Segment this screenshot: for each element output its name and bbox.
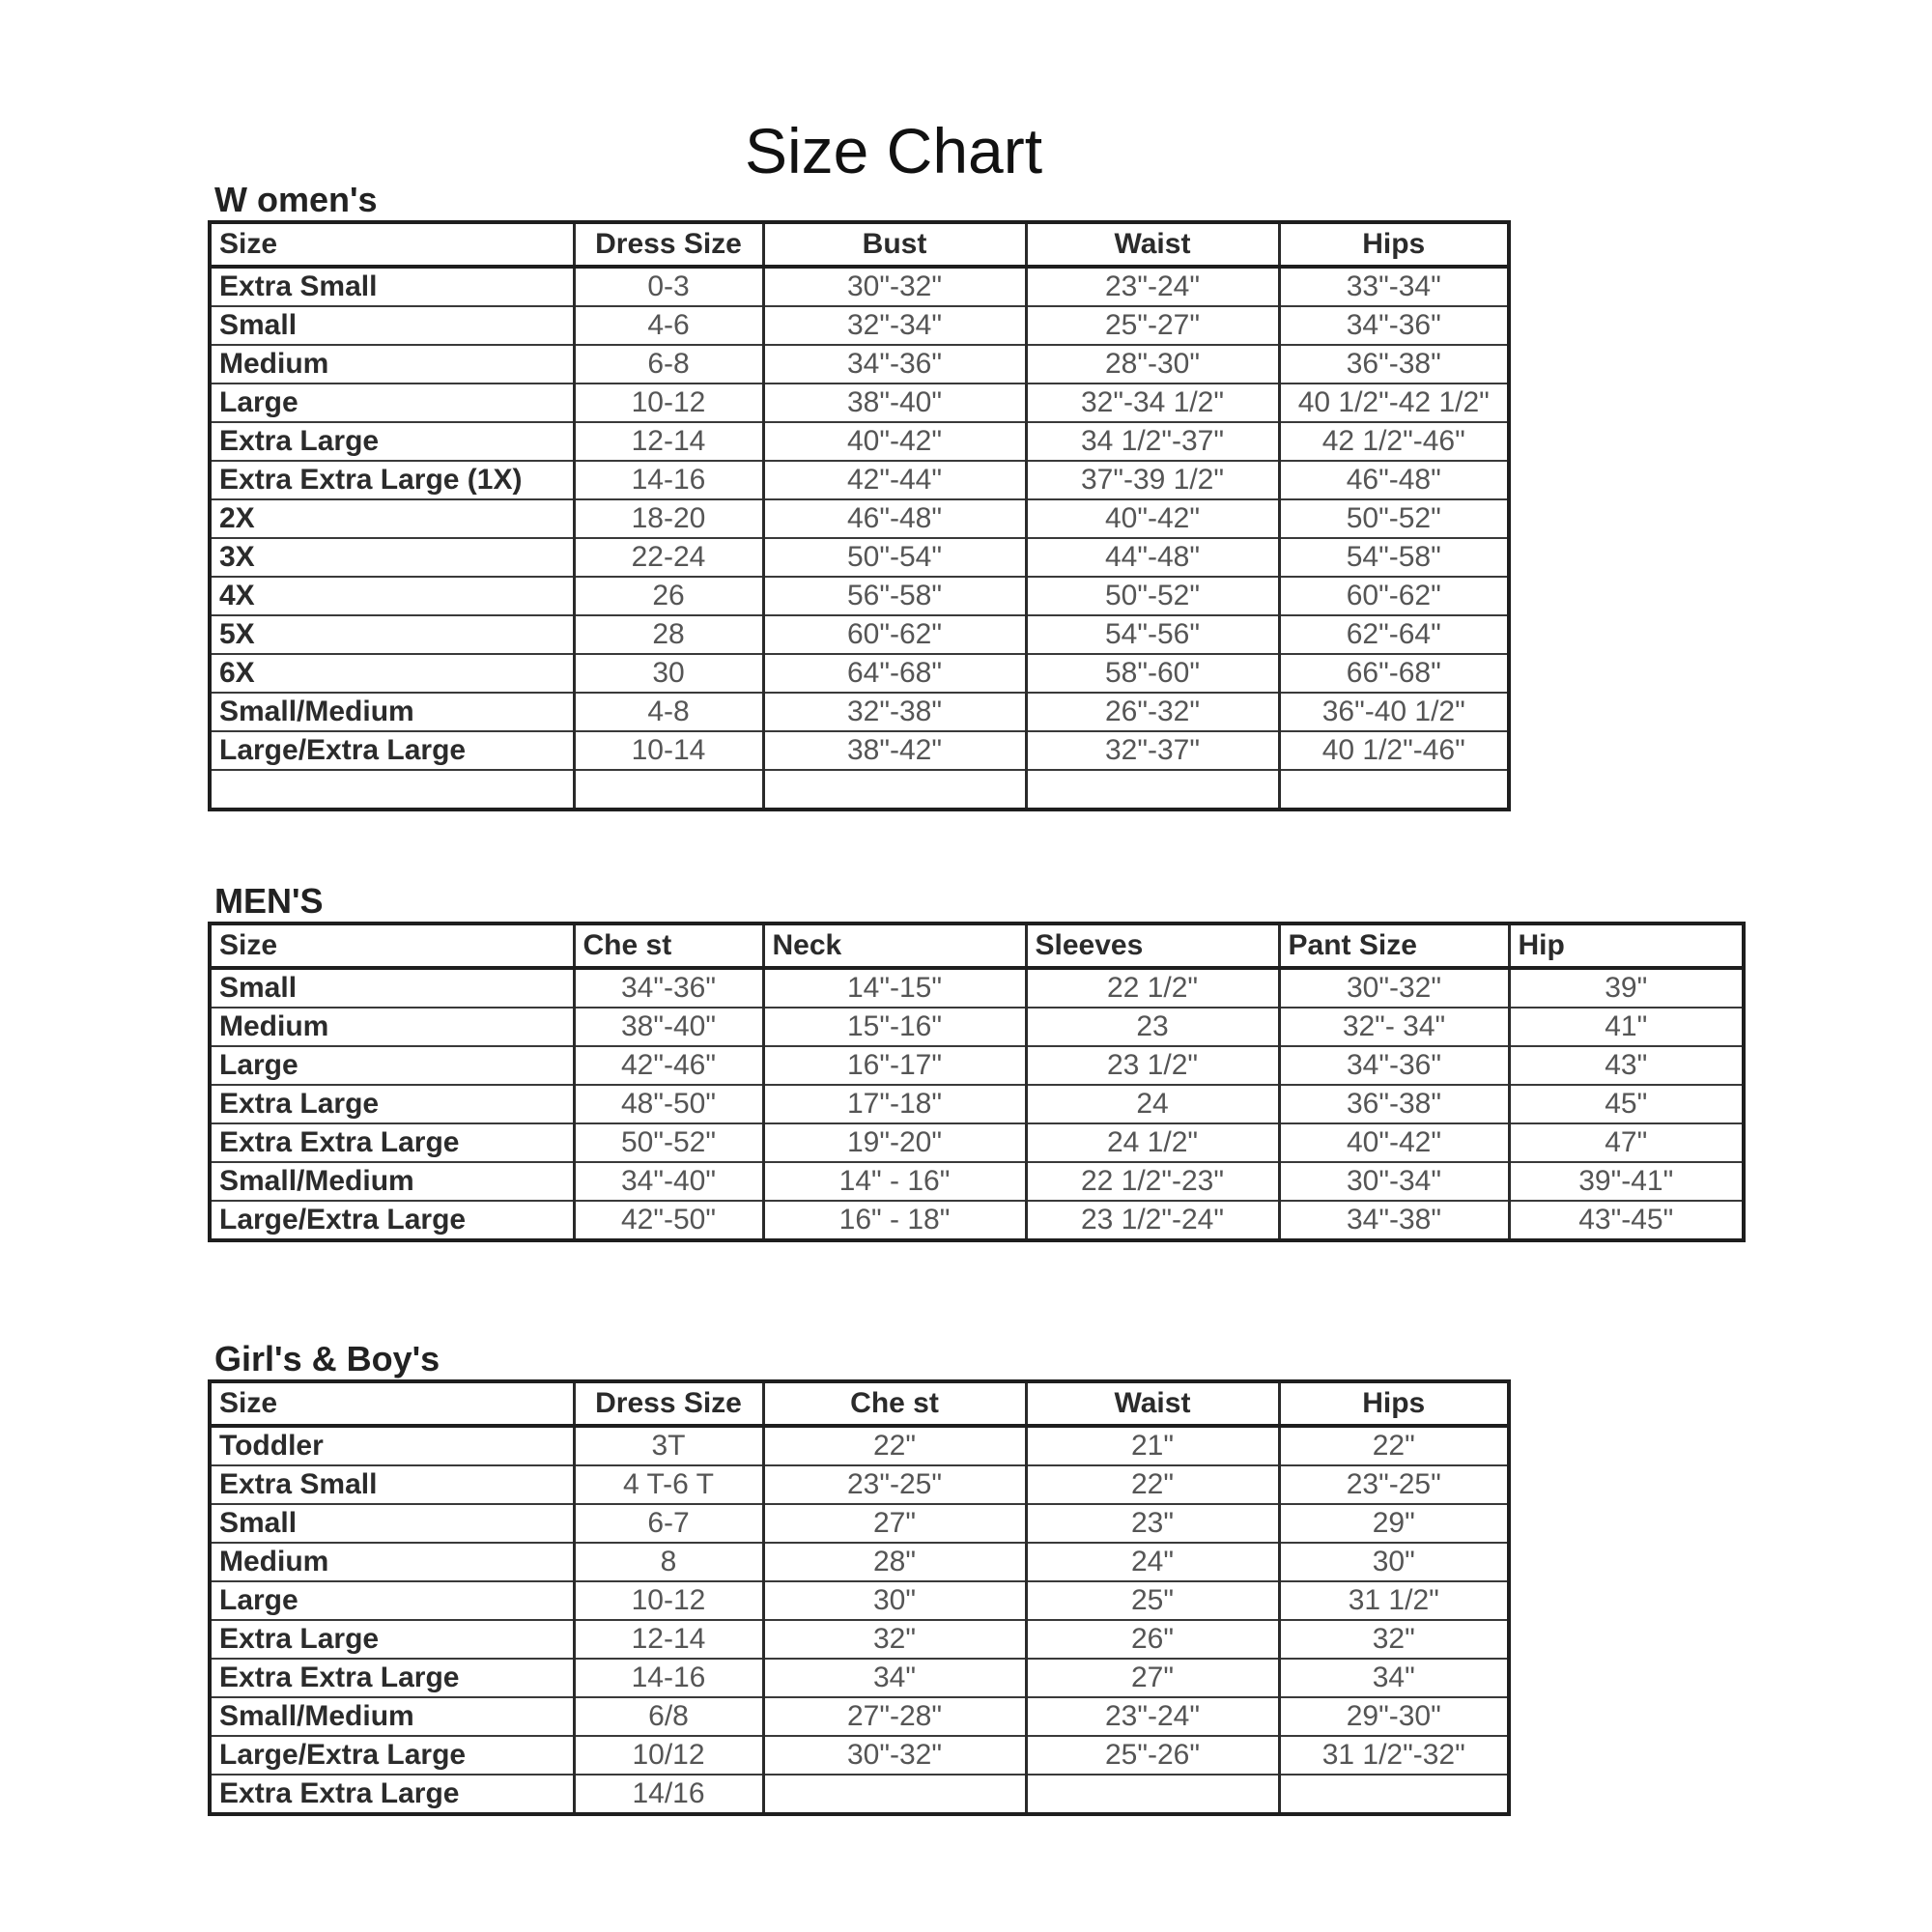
mens-size-table [208, 922, 1746, 1242]
size-value: 32"-37" [1026, 731, 1279, 770]
table-row [210, 267, 1509, 306]
size-value [1026, 1775, 1279, 1814]
size-value: 43"-45" [1509, 1201, 1744, 1240]
size-value: 0-3 [574, 267, 763, 306]
size-value: 4 T-6 T [574, 1465, 763, 1504]
size-value: 22" [1279, 1426, 1509, 1465]
size-value: 50"-54" [763, 538, 1026, 577]
size-value: 50"-52" [1279, 499, 1509, 538]
column-header-dress-size: Dress Size [574, 222, 763, 267]
table-row [210, 461, 1509, 499]
column-header-hip: Hip [1509, 923, 1744, 968]
size-label: Small [210, 968, 574, 1008]
page-title: Size Chart [744, 115, 1043, 186]
size-label: Extra Extra Large [210, 1123, 574, 1162]
size-value: 19"-20" [763, 1123, 1026, 1162]
table-row [210, 1620, 1509, 1659]
size-value: 30" [763, 1581, 1026, 1620]
table-row [210, 1581, 1509, 1620]
size-label: Medium [210, 1543, 574, 1581]
header-row [210, 1381, 1509, 1426]
size-label: Large [210, 1046, 574, 1085]
size-value: 14-16 [574, 1659, 763, 1697]
mens-section-title: MEN'S [214, 881, 324, 921]
table-row [210, 1008, 1744, 1046]
size-value: 42"-46" [574, 1046, 763, 1085]
size-value: 41" [1509, 1008, 1744, 1046]
size-value: 31 1/2" [1279, 1581, 1509, 1620]
table-row [210, 1123, 1744, 1162]
size-value: 38"-42" [763, 731, 1026, 770]
size-value: 29" [1279, 1504, 1509, 1543]
size-value: 23 [1026, 1008, 1279, 1046]
size-value: 30" [1279, 1543, 1509, 1581]
empty-cell [763, 770, 1026, 810]
size-label: Large [210, 384, 574, 422]
size-value: 38"-40" [574, 1008, 763, 1046]
size-value: 42"-50" [574, 1201, 763, 1240]
size-value: 62"-64" [1279, 615, 1509, 654]
size-label: 4X [210, 577, 574, 615]
size-value: 28 [574, 615, 763, 654]
size-label: Extra Extra Large [210, 1659, 574, 1697]
size-value: 32" [763, 1620, 1026, 1659]
size-value: 14-16 [574, 461, 763, 499]
size-value: 40"-42" [1279, 1123, 1509, 1162]
size-value: 34" [1279, 1659, 1509, 1697]
column-header-size: Size [210, 222, 574, 267]
size-value: 23"-25" [1279, 1465, 1509, 1504]
size-label: Small/Medium [210, 1697, 574, 1736]
size-value: 46"-48" [1279, 461, 1509, 499]
size-value: 31 1/2"-32" [1279, 1736, 1509, 1775]
table-row [210, 731, 1509, 770]
size-value: 50"-52" [574, 1123, 763, 1162]
table-row [210, 1659, 1509, 1697]
size-value: 34 1/2"-37" [1026, 422, 1279, 461]
table-row [210, 1465, 1509, 1504]
size-value: 22" [1026, 1465, 1279, 1504]
size-label: Large/Extra Large [210, 1736, 574, 1775]
column-header-bust: Bust [763, 222, 1026, 267]
table-row [210, 1504, 1509, 1543]
size-value: 17"-18" [763, 1085, 1026, 1123]
size-label: Extra Large [210, 422, 574, 461]
size-value: 16" - 18" [763, 1201, 1026, 1240]
size-value: 22-24 [574, 538, 763, 577]
size-value: 10/12 [574, 1736, 763, 1775]
size-label: Extra Extra Large [210, 1775, 574, 1814]
size-value: 3T [574, 1426, 763, 1465]
size-value: 34"-36" [1279, 306, 1509, 345]
header-row [210, 222, 1509, 267]
size-label: Extra Small [210, 1465, 574, 1504]
size-value: 25"-27" [1026, 306, 1279, 345]
column-header-hips: Hips [1279, 1381, 1509, 1426]
size-value: 44"-48" [1026, 538, 1279, 577]
size-value: 34"-36" [1279, 1046, 1509, 1085]
size-value: 47" [1509, 1123, 1744, 1162]
size-value: 40"-42" [763, 422, 1026, 461]
size-label: Medium [210, 1008, 574, 1046]
column-header-dress-size: Dress Size [574, 1381, 763, 1426]
womens-section-title: W omen's [214, 180, 378, 219]
size-label: Small/Medium [210, 693, 574, 731]
table-row [210, 1162, 1744, 1201]
size-value: 23"-25" [763, 1465, 1026, 1504]
size-value [1279, 1775, 1509, 1814]
empty-cell [210, 770, 574, 810]
size-value: 28"-30" [1026, 345, 1279, 384]
column-header-hips: Hips [1279, 222, 1509, 267]
size-value: 39" [1509, 968, 1744, 1008]
size-value: 30"-34" [1279, 1162, 1509, 1201]
size-label: Toddler [210, 1426, 574, 1465]
size-value: 34"-40" [574, 1162, 763, 1201]
size-value: 32" [1279, 1620, 1509, 1659]
table-row [210, 1697, 1509, 1736]
size-value: 36"-38" [1279, 345, 1509, 384]
size-value: 27" [1026, 1659, 1279, 1697]
size-value: 46"-48" [763, 499, 1026, 538]
table-row [210, 1201, 1744, 1240]
size-value: 26"-32" [1026, 693, 1279, 731]
column-header-size: Size [210, 1381, 574, 1426]
size-value: 42 1/2"-46" [1279, 422, 1509, 461]
size-value: 8 [574, 1543, 763, 1581]
empty-cell [574, 770, 763, 810]
size-label: Small [210, 1504, 574, 1543]
size-value: 45" [1509, 1085, 1744, 1123]
size-label: 3X [210, 538, 574, 577]
size-value: 27" [763, 1504, 1026, 1543]
size-value: 40"-42" [1026, 499, 1279, 538]
size-value: 23 1/2"-24" [1026, 1201, 1279, 1240]
size-value: 54"-56" [1026, 615, 1279, 654]
empty-cell [1026, 770, 1279, 810]
size-value: 66"-68" [1279, 654, 1509, 693]
table-row [210, 1046, 1744, 1085]
column-header-che-st: Che st [763, 1381, 1026, 1426]
size-value: 34"-38" [1279, 1201, 1509, 1240]
column-header-sleeves: Sleeves [1026, 923, 1279, 968]
size-value: 25"-26" [1026, 1736, 1279, 1775]
size-value: 4-6 [574, 306, 763, 345]
size-value: 39"-41" [1509, 1162, 1744, 1201]
header-row [210, 923, 1744, 968]
size-value: 43" [1509, 1046, 1744, 1085]
size-value: 14"-15" [763, 968, 1026, 1008]
size-value: 42"-44" [763, 461, 1026, 499]
size-value: 22 1/2"-23" [1026, 1162, 1279, 1201]
size-value: 30 [574, 654, 763, 693]
size-value: 21" [1026, 1426, 1279, 1465]
table-row [210, 1426, 1509, 1465]
size-value: 22 1/2" [1026, 968, 1279, 1008]
table-row [210, 577, 1509, 615]
size-value: 32"-34 1/2" [1026, 384, 1279, 422]
size-value: 48"-50" [574, 1085, 763, 1123]
size-label: 6X [210, 654, 574, 693]
size-value: 64"-68" [763, 654, 1026, 693]
size-label: Small [210, 306, 574, 345]
table-row [210, 538, 1509, 577]
size-label: Large/Extra Large [210, 731, 574, 770]
size-value: 15"-16" [763, 1008, 1026, 1046]
size-value: 34" [763, 1659, 1026, 1697]
size-value: 33"-34" [1279, 267, 1509, 306]
table-row [210, 499, 1509, 538]
column-header-pant-size: Pant Size [1279, 923, 1509, 968]
table-row [210, 384, 1509, 422]
size-value: 32"-34" [763, 306, 1026, 345]
size-value: 10-12 [574, 1581, 763, 1620]
size-value: 6-7 [574, 1504, 763, 1543]
size-label: Extra Large [210, 1620, 574, 1659]
table-row [210, 422, 1509, 461]
size-label: 2X [210, 499, 574, 538]
size-value: 24 [1026, 1085, 1279, 1123]
size-value: 58"-60" [1026, 654, 1279, 693]
size-value: 34"-36" [763, 345, 1026, 384]
table-row [210, 306, 1509, 345]
size-value: 12-14 [574, 1620, 763, 1659]
size-value: 23"-24" [1026, 267, 1279, 306]
size-value: 18-20 [574, 499, 763, 538]
size-label: Extra Small [210, 267, 574, 306]
size-value: 24 1/2" [1026, 1123, 1279, 1162]
column-header-waist: Waist [1026, 1381, 1279, 1426]
size-value: 32"-38" [763, 693, 1026, 731]
size-value [763, 1775, 1026, 1814]
size-value: 24" [1026, 1543, 1279, 1581]
kids-section-title: Girl's & Boy's [214, 1339, 440, 1378]
size-value: 30"-32" [763, 267, 1026, 306]
womens-size-table [208, 220, 1511, 811]
table-row [210, 693, 1509, 731]
size-value: 25" [1026, 1581, 1279, 1620]
size-value: 6/8 [574, 1697, 763, 1736]
table-row [210, 1736, 1509, 1775]
table-row [210, 345, 1509, 384]
table-row [210, 1775, 1509, 1814]
size-value: 36"-38" [1279, 1085, 1509, 1123]
size-value: 28" [763, 1543, 1026, 1581]
size-value: 10-14 [574, 731, 763, 770]
size-value: 26 [574, 577, 763, 615]
size-label: Small/Medium [210, 1162, 574, 1201]
size-value: 60"-62" [763, 615, 1026, 654]
table-row [210, 1543, 1509, 1581]
size-label: Medium [210, 345, 574, 384]
size-value: 34"-36" [574, 968, 763, 1008]
size-value: 22" [763, 1426, 1026, 1465]
empty-cell [1279, 770, 1509, 810]
table-row [210, 654, 1509, 693]
table-row [210, 615, 1509, 654]
size-value: 30"-32" [763, 1736, 1026, 1775]
size-label: Extra Extra Large (1X) [210, 461, 574, 499]
kids-size-table [208, 1379, 1511, 1816]
table-row [210, 1085, 1744, 1123]
size-value: 23" [1026, 1504, 1279, 1543]
size-value: 23"-24" [1026, 1697, 1279, 1736]
size-value: 36"-40 1/2" [1279, 693, 1509, 731]
size-value: 14" - 16" [763, 1162, 1026, 1201]
column-header-waist: Waist [1026, 222, 1279, 267]
size-value: 27"-28" [763, 1697, 1026, 1736]
size-label: Extra Large [210, 1085, 574, 1123]
size-value: 38"-40" [763, 384, 1026, 422]
size-value: 6-8 [574, 345, 763, 384]
size-label: 5X [210, 615, 574, 654]
size-value: 54"-58" [1279, 538, 1509, 577]
size-label: Large/Extra Large [210, 1201, 574, 1240]
size-value: 30"-32" [1279, 968, 1509, 1008]
table-row [210, 968, 1744, 1008]
size-value: 4-8 [574, 693, 763, 731]
size-value: 50"-52" [1026, 577, 1279, 615]
size-value: 40 1/2"-42 1/2" [1279, 384, 1509, 422]
size-label: Large [210, 1581, 574, 1620]
column-header-che-st: Che st [574, 923, 763, 968]
size-value: 60"-62" [1279, 577, 1509, 615]
size-value: 29"-30" [1279, 1697, 1509, 1736]
size-value: 14/16 [574, 1775, 763, 1814]
size-value: 26" [1026, 1620, 1279, 1659]
size-value: 23 1/2" [1026, 1046, 1279, 1085]
empty-row [210, 770, 1509, 810]
size-value: 37"-39 1/2" [1026, 461, 1279, 499]
size-value: 10-12 [574, 384, 763, 422]
size-value: 40 1/2"-46" [1279, 731, 1509, 770]
size-value: 16"-17" [763, 1046, 1026, 1085]
size-value: 12-14 [574, 422, 763, 461]
column-header-neck: Neck [763, 923, 1026, 968]
size-value: 56"-58" [763, 577, 1026, 615]
size-value: 32"- 34" [1279, 1008, 1509, 1046]
column-header-size: Size [210, 923, 574, 968]
